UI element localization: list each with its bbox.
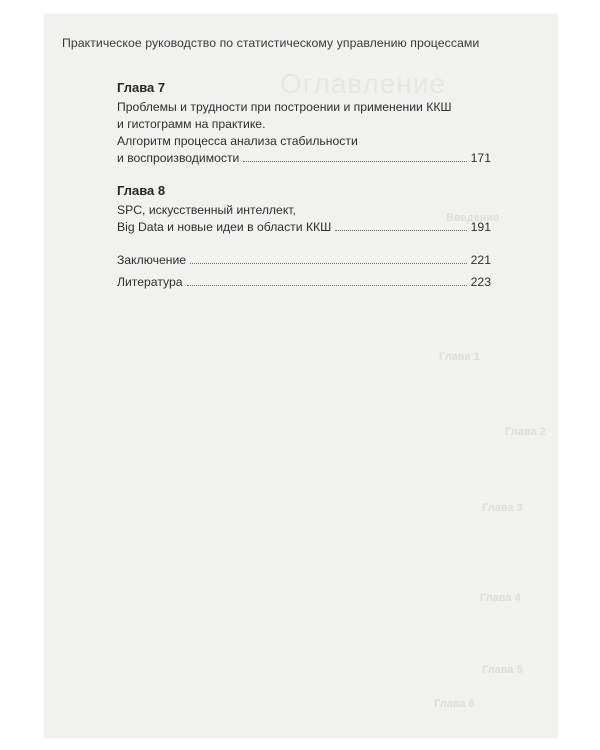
bleed-through-heading: Глава 6: [434, 698, 475, 710]
chapter-title-line: Проблемы и трудности при построении и применении ККШ: [117, 100, 452, 114]
bleed-through-heading: Глава 3: [482, 502, 523, 514]
page-number: 221: [470, 253, 491, 267]
chapter-label: Глава 7: [117, 80, 166, 95]
page-number: 171: [470, 151, 491, 165]
page-number: 191: [470, 220, 491, 234]
toc-entry[interactable]: [117, 219, 491, 236]
bleed-through-heading: Введение: [446, 212, 500, 224]
chapter-title-line: Алгоритм процесса анализа стабильности: [117, 134, 358, 148]
entry-text: Big Data и новые идеи в области ККШ: [117, 220, 332, 234]
chapter-title-line: SPC, искусственный интеллект,: [117, 203, 296, 217]
entry-text: и воспроизводимости: [117, 151, 240, 165]
toc-entry[interactable]: [117, 150, 491, 167]
dot-leader: [335, 230, 466, 231]
toc-entry-references[interactable]: [117, 274, 491, 291]
dot-leader: [243, 161, 466, 162]
chapter-label: Глава 8: [117, 183, 166, 198]
bleed-through-heading: Глава 5: [482, 664, 523, 676]
chapter-title-line: и гистограмм на практике.: [117, 117, 266, 131]
dot-leader: [187, 285, 467, 286]
bleed-through-heading: Глава 1: [439, 351, 480, 363]
dot-leader: [190, 263, 467, 264]
page-number: 223: [470, 275, 491, 289]
toc-back-matter: [117, 252, 491, 291]
book-page: [44, 14, 558, 738]
toc-chapter-8: [117, 183, 491, 236]
bleed-through-heading: Глава 4: [480, 592, 521, 604]
entry-text: Литература: [117, 275, 183, 289]
toc-entry-conclusion[interactable]: [117, 252, 491, 269]
running-head: Практическое руководство по статистическому управлению процессами: [62, 36, 480, 50]
table-of-contents: [117, 80, 491, 296]
entry-text: Заключение: [117, 253, 187, 267]
bleed-through-title: Оглавление: [280, 68, 447, 99]
toc-chapter-7: [117, 80, 491, 167]
bleed-through-heading: Глава 2: [505, 426, 546, 438]
